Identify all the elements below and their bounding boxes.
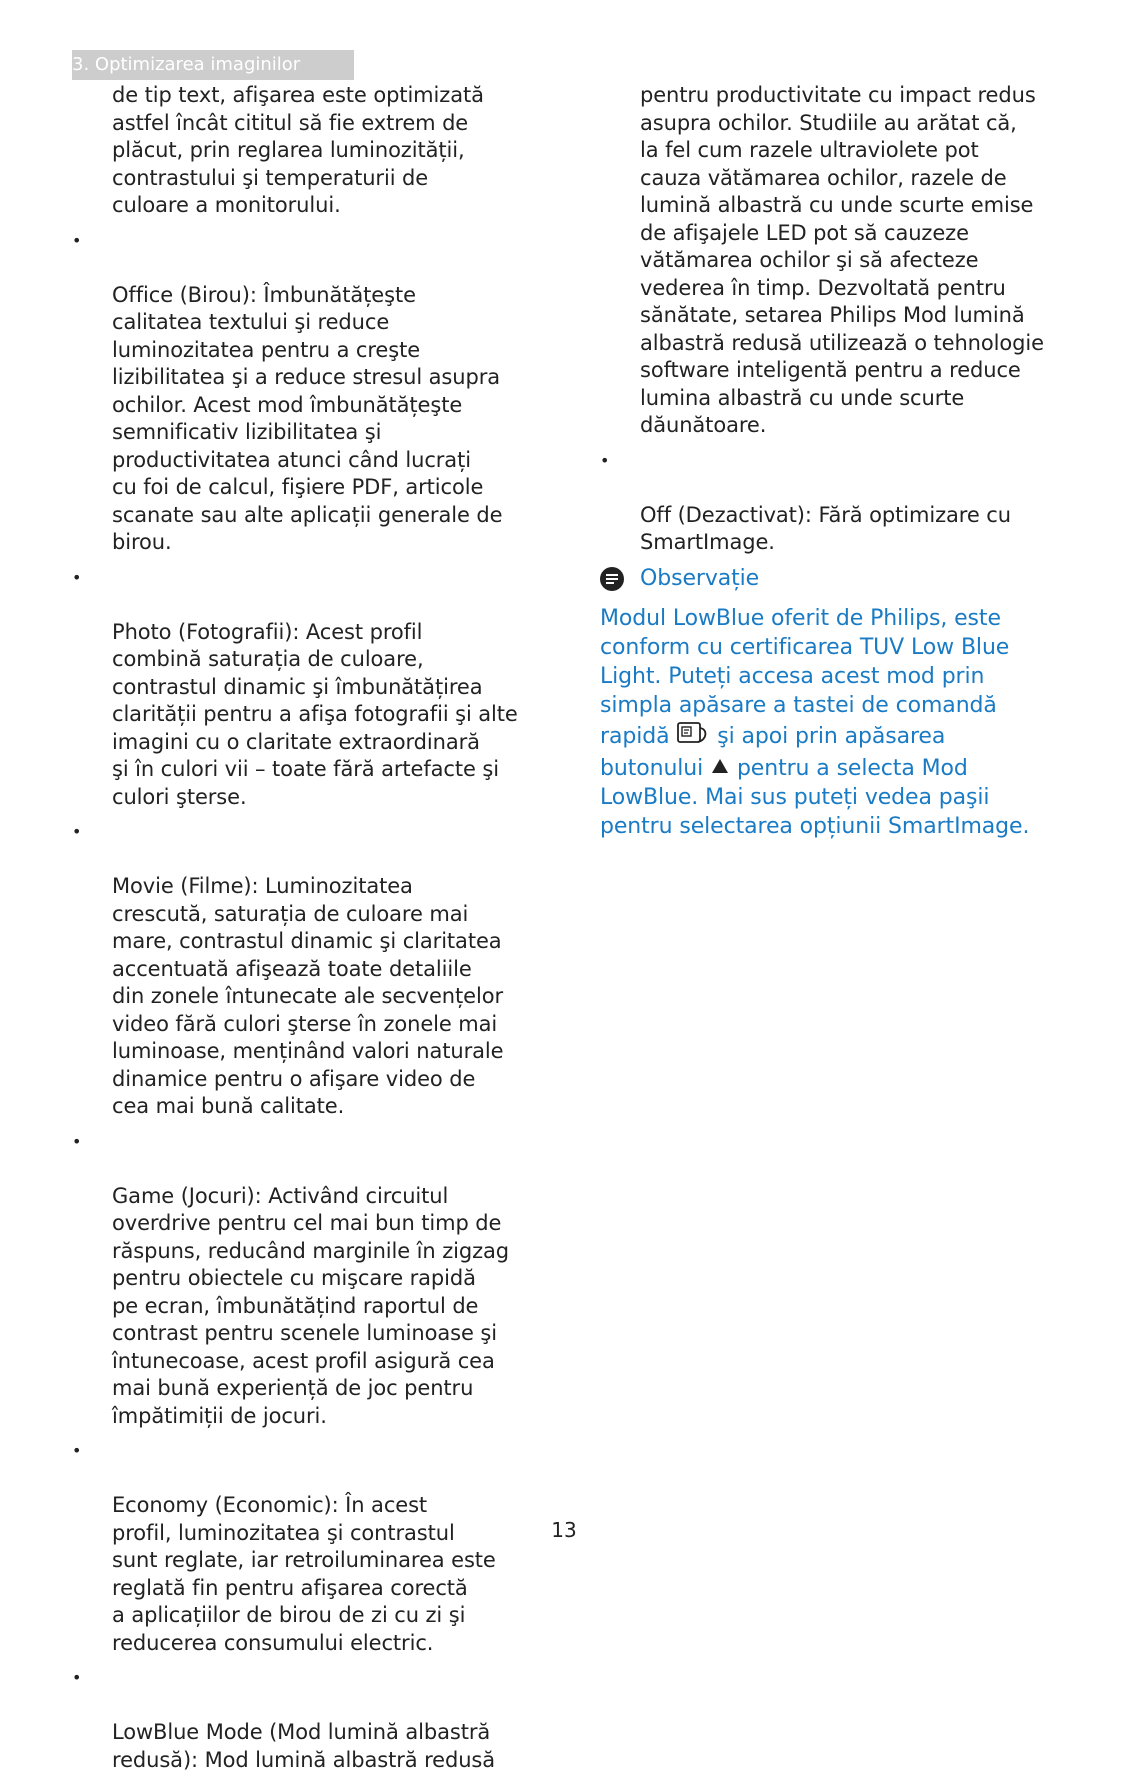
smartimage-key-icon <box>676 720 710 754</box>
bullet-movie <box>72 818 542 1121</box>
bullet-dot-icon: • <box>72 1441 82 1460</box>
note-text-part2: şi apoi prin apăsarea butonului <box>600 723 946 781</box>
bullet-text: LowBlue Mode (Mod lumină albastră redusă): Mod lumină albastră redusă <box>112 1720 496 1772</box>
page-number: 13 <box>551 1518 577 1542</box>
bullet-text: Photo (Fotografii): Acest profil combină saturația de culoare, contrastul dinamic şi îmbunătățirea clarității pentru a afişa fotografii şi alte imagini cu o claritate extraordinară şi în culori vii – toate fără artefacte şi culori şterse. <box>112 619 518 809</box>
note-icon <box>600 567 624 591</box>
bullet-dot-icon: • <box>72 1668 82 1687</box>
bullet-text: Game (Jocuri): Activând circuitul overdrive pentru cel mai bun timp de răspuns, reducând marginile în zigzag pentru obiectele cu mişcare rapidă pe ecran, îmbunătățind raportul de contrast pentru scenele luminoase şi întunecoase, acest profil asigură cea mai bună experiență de joc pentru împătimiții de jocuri. <box>112 1183 510 1428</box>
bullet-dot-icon: • <box>72 567 82 587</box>
lowblue-continuation: pentru productivitate cu impact redus asupra ochilor. Studiile au arătat că, la fel cum razele ultraviolete pot cauza vătămarea ochilor, razele de lumină albastră cu unde scurte emise de afişajele LED pot să cauzeze vătămarea ochilor şi să afecteze vederea în timp. Dezvoltată pentru sănătate, setarea Philips Mod lumină albastră redusă utilizează o tehnologie software inteligentă pentru a reduce lumina albastră cu unde scurte dăunătoare. <box>640 83 1044 437</box>
bullet-economy <box>72 1437 542 1657</box>
up-triangle-icon <box>710 754 730 783</box>
bullet-lowblue <box>72 1664 542 1774</box>
bullet-dot-icon: • <box>72 822 82 841</box>
note-title: Observație <box>640 565 760 591</box>
bullet-game <box>72 1128 542 1431</box>
bullet-text: Economy (Economic): În acest profil, luminozitatea şi contrastul sunt reglate, iar retroiluminarea este reglată fin pentru afişarea corectă a aplicațiilor de birou de zi cu zi şi reducerea consumului electric. <box>112 1493 496 1655</box>
bullet-office <box>72 227 542 557</box>
bullet-photo <box>72 564 542 812</box>
note-text-part3: pentru a selecta Mod LowBlue. Mai sus puteți vedea paşii pentru selectarea opțiunii SmartImage. <box>600 755 1030 839</box>
section-title: 3. Optimizarea imaginilor <box>72 54 301 75</box>
section-header-tab <box>72 50 354 80</box>
bullet-off <box>600 447 1070 557</box>
bullet-dot-icon: • <box>72 1131 82 1151</box>
note-text-part1: Modul LowBlue oferit de Philips, este conform cu certificarea TUV Low Blue Light. Puteți accesa acest mod prin simpla apăsare a tastei de comandă rapidă <box>600 605 1010 749</box>
bullet-text: Movie (Filme): Luminozitatea crescută, saturația de culoare mai mare, contrastul dinamic şi claritatea accentuată afişează toate detaliile din zonele întunecate ale secvențelor video fără culori şterse în zonele mai luminoase, menținând valori naturale dinamice pentru o afişare video de cea mai bună calitate. <box>112 874 504 1118</box>
bullet-text: Off (Dezactivat): Fără optimizare cu SmartImage. <box>640 502 1011 554</box>
note-body <box>600 604 1070 842</box>
bullet-text: Office (Birou): Îmbunătățeşte calitatea textului şi reduce luminozitatea pentru a creşte lizibilitatea şi a reduce stresul asupra ochilor. Acest mod îmbunătățeşte semnificativ lizibilitatea şi productivitatea atunci când lucrați cu foi de calcul, fişiere PDF, articole scanate sau alte aplicații generale de birou. <box>112 282 503 554</box>
note-heading <box>600 564 1070 594</box>
bullet-dot-icon: • <box>72 230 82 250</box>
intro-paragraph: de tip text, afişarea este optimizată astfel încât cititul să fie extrem de plăcut, prin reglarea luminozității, contrastului şi temperaturii de culoare a monitorului. <box>112 83 484 217</box>
right-column <box>600 82 1070 841</box>
bullet-dot-icon: • <box>600 450 610 470</box>
